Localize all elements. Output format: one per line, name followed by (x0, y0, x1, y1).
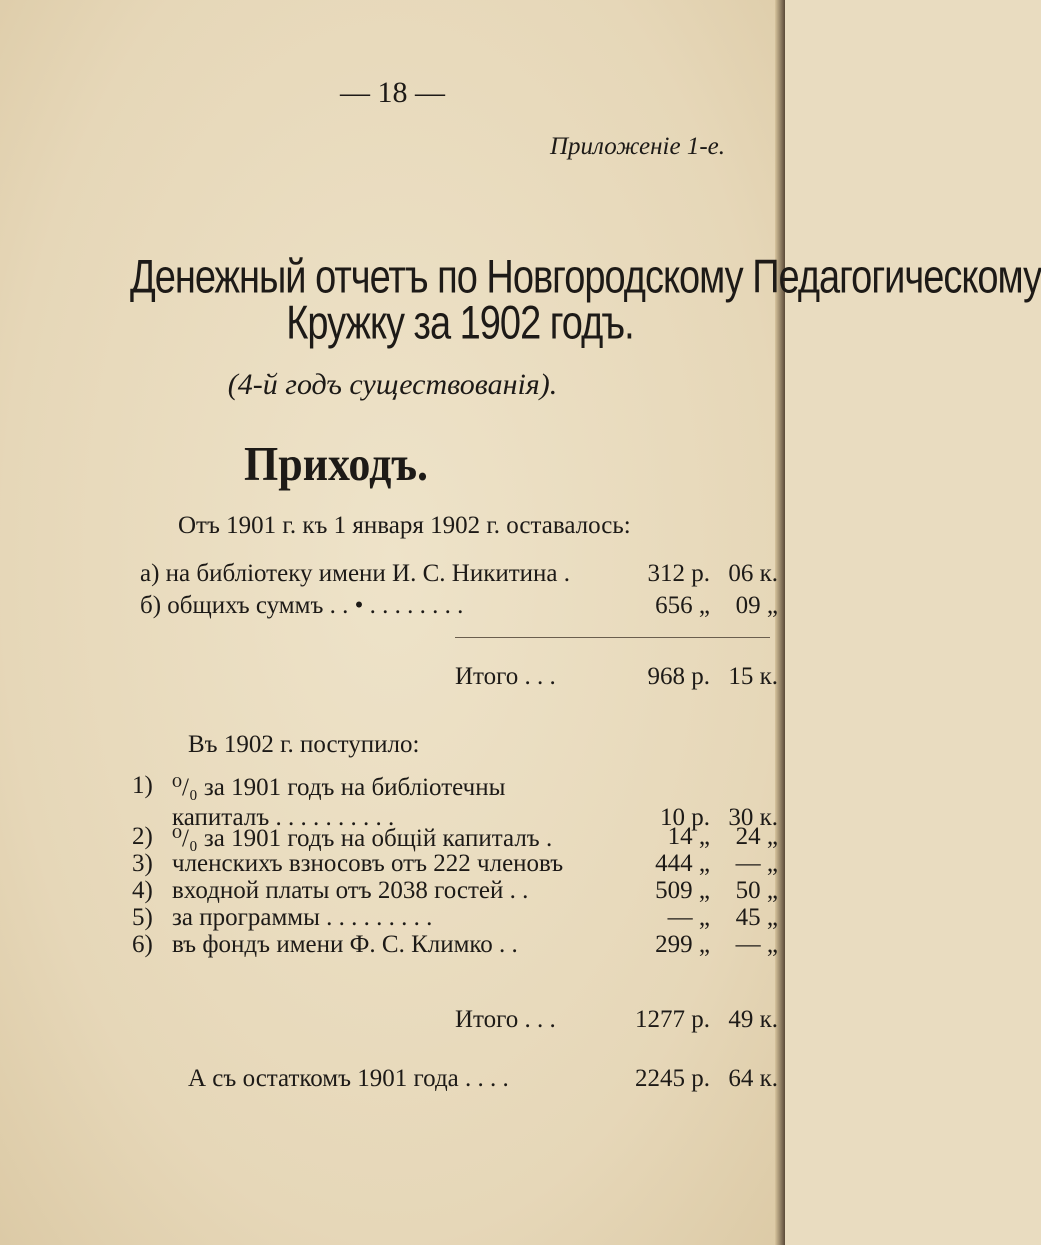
receipt-item-rub: 509 „ (655, 877, 710, 904)
balance-total-kop: 15 к. (728, 663, 778, 690)
grand-total-rub: 2245 р. (635, 1065, 710, 1092)
balance-total-label: Итого . . . (455, 663, 556, 690)
receipt-item-label: членскихъ взносовъ отъ 222 членовъ (172, 850, 564, 877)
receipt-item-rub: 299 „ (655, 931, 710, 958)
balance-item-label: а) на библiотеку имени И. С. Никитина . (140, 560, 571, 587)
receipt-item-kop: 30 к. (728, 804, 778, 831)
title-line-2: Кружку за 1902 годъ. (286, 297, 634, 350)
subtitle: (4-й годъ существованiя). (227, 368, 558, 401)
receipt-item-label: за программы . . . . . . . . . (172, 904, 433, 931)
receipt-item-kop: 50 „ (735, 877, 778, 904)
receipt-item-rub: 444 „ (655, 850, 710, 877)
receipt-item-number: 3) (132, 850, 153, 877)
appendix-label: Приложенiе 1-е. (549, 133, 725, 160)
balance-item-kop: 09 „ (735, 592, 778, 619)
balance-item-rub: 656 „ (655, 592, 710, 619)
receipt-item-label: ⁰/₀ за 1901 годъ на библiотечны (172, 774, 506, 801)
receipt-item-rub: 14 „ (667, 823, 710, 850)
receipt-item-number: 1) (132, 772, 153, 799)
receipt-item-number: 2) (132, 823, 153, 850)
grand-total-label: А съ остаткомъ 1901 года . . . . (188, 1065, 509, 1092)
title-line-1: Денежный отчетъ по Новгородскому Педагогическому (130, 251, 1041, 304)
sum-rule (455, 637, 770, 638)
receipts-intro: Въ 1902 г. поступило: (188, 731, 420, 758)
section-heading: Приходъ. (244, 437, 429, 491)
receipt-item-kop: — „ (735, 850, 778, 877)
receipt-item-label: входной платы отъ 2038 гостей . . (172, 877, 529, 904)
receipts-total-rub: 1277 р. (635, 1006, 710, 1033)
receipt-item-number: 5) (132, 904, 153, 931)
balance-item-label: б) общихъ суммъ . . • . . . . . . . . (140, 592, 464, 619)
receipt-item-number: 6) (132, 931, 153, 958)
receipt-item-kop: 24 „ (735, 823, 778, 850)
receipt-item-label: ⁰/₀ за 1901 годъ на общiй капиталъ . (172, 825, 553, 852)
balance-item-kop: 06 к. (728, 560, 778, 587)
page-number: — 18 — (340, 76, 445, 109)
balance-item-rub: 312 р. (647, 560, 710, 587)
receipts-total-kop: 49 к. (728, 1006, 778, 1033)
balance-intro: Отъ 1901 г. къ 1 января 1902 г. оставалось: (178, 512, 631, 539)
receipt-item-kop: — „ (735, 931, 778, 958)
receipt-item-kop: 45 „ (735, 904, 778, 931)
receipt-item-number: 4) (132, 877, 153, 904)
receipt-item-label: въ фондъ имени Ф. С. Климко . . (172, 931, 518, 958)
grand-total-kop: 64 к. (728, 1065, 778, 1092)
receipt-item-label-cont: капиталъ . . . . . . . . . . (172, 804, 395, 831)
balance-total-rub: 968 р. (647, 663, 710, 690)
page-edge (775, 0, 785, 1245)
receipt-item-rub: — „ (667, 904, 710, 931)
receipt-item-rub: 10 р. (660, 804, 710, 831)
receipts-total-label: Итого . . . (455, 1006, 556, 1033)
